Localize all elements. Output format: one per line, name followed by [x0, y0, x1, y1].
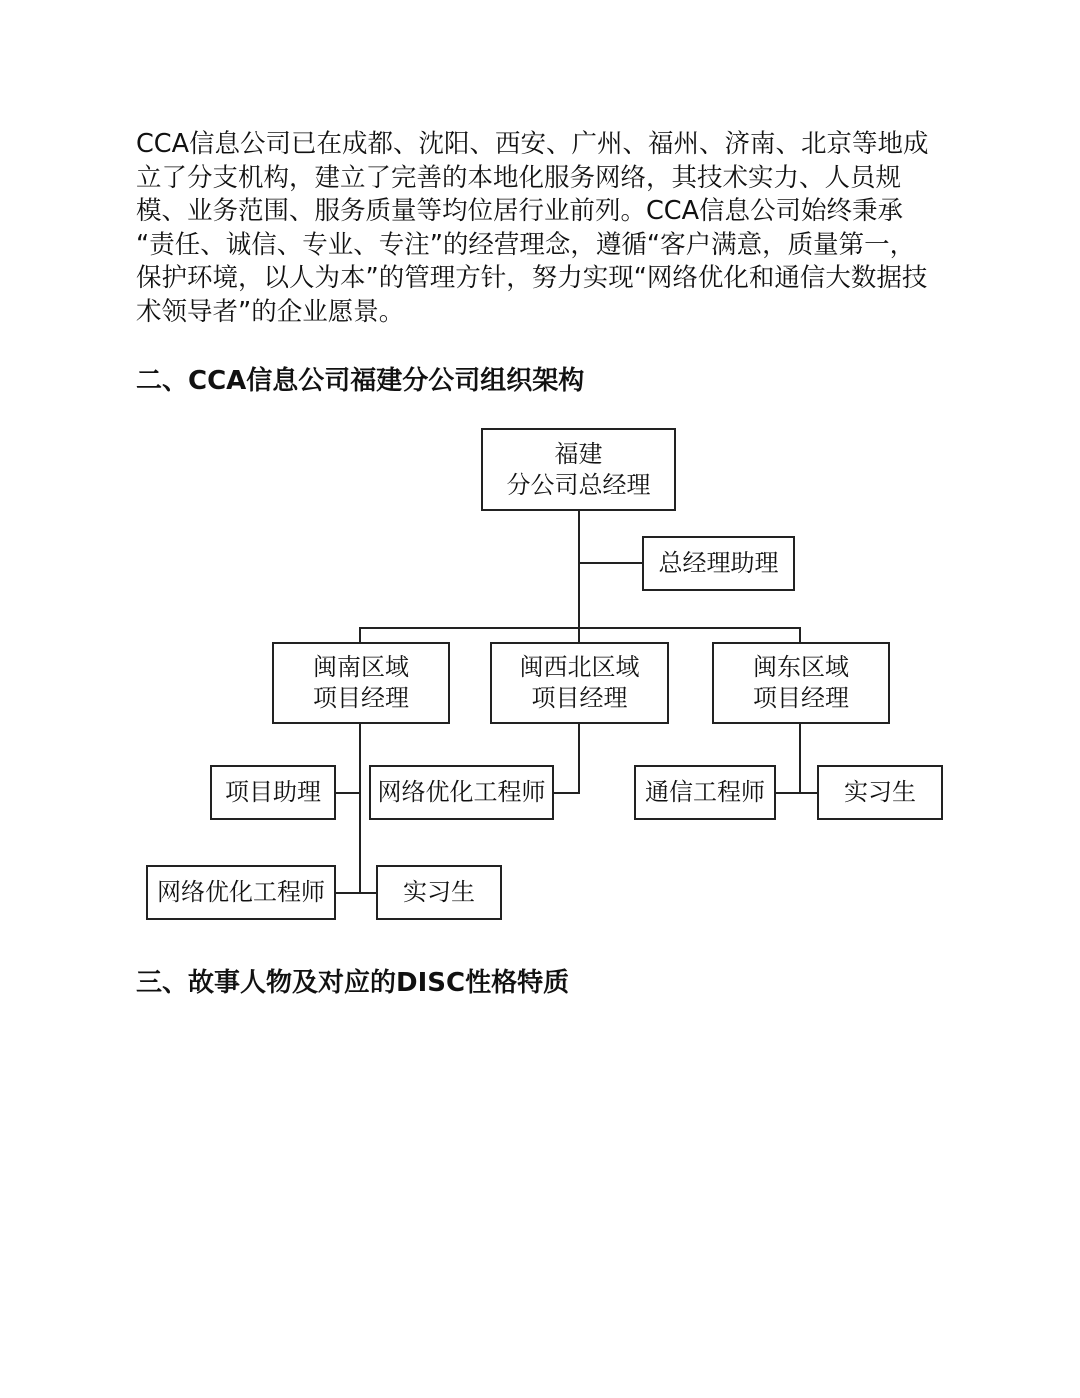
org-node-south-optimization-engineer: 网络优化工程师 — [146, 865, 336, 920]
connector-east-engineer — [775, 792, 801, 794]
intro-line: 立了分支机构，建立了完善的本地化服务网络，其技术实力、人员规 — [136, 162, 902, 193]
org-node-east-intern: 实习生 — [817, 765, 943, 820]
org-node-south-intern: 实习生 — [376, 865, 502, 920]
intro-line: 术领导者”的企业愿景。 — [136, 296, 405, 327]
connector-northwest-engineer — [553, 792, 580, 794]
connector-region-northwest-drop — [578, 627, 580, 643]
org-node-region-northwest: 闽西北区域 项目经理 — [490, 642, 669, 724]
org-node-gm-assistant: 总经理助理 — [642, 536, 795, 591]
connector-south-intern — [359, 892, 377, 894]
connector-region-east-drop — [799, 627, 801, 643]
intro-line: 模、业务范围、服务质量等均位居行业前列。CCA信息公司始终秉承 — [136, 196, 904, 227]
intro-paragraph — [136, 128, 948, 330]
connector-assistant — [578, 562, 642, 564]
section-heading-disc-characters: 三、故事人物及对应的DISC性格特质 — [136, 968, 570, 998]
connector-south-project-assistant — [335, 792, 359, 794]
connector-east-trunk — [799, 723, 801, 794]
org-node-northwest-optimization-engineer: 网络优化工程师 — [369, 765, 554, 820]
org-node-region-south: 闽南区域 项目经理 — [272, 642, 450, 724]
connector-northwest-trunk — [578, 723, 580, 794]
org-node-south-project-assistant: 项目助理 — [210, 765, 336, 820]
section-heading-org-structure: 二、CCA信息公司福建分公司组织架构 — [136, 366, 585, 396]
connector-south-trunk — [359, 723, 361, 893]
connector-east-intern — [799, 792, 818, 794]
org-node-general-manager: 福建 分公司总经理 — [481, 428, 676, 511]
intro-line: CCA信息公司已在成都、沈阳、西安、广州、福州、济南、北京等地成 — [136, 129, 929, 159]
org-node-east-telecom-engineer: 通信工程师 — [634, 765, 776, 820]
intro-line: “责任、诚信、专业、专注”的经营理念，遵循“客户满意，质量第一， — [136, 229, 916, 260]
connector-root-trunk — [578, 510, 580, 629]
connector-region-bar — [359, 627, 801, 629]
connector-south-engineer — [335, 892, 359, 894]
connector-region-south-drop — [359, 627, 361, 643]
intro-line: 保护环境，以人为本”的管理方针，努力实现“网络优化和通信大数据技 — [136, 263, 928, 294]
org-node-region-east: 闽东区域 项目经理 — [712, 642, 890, 724]
